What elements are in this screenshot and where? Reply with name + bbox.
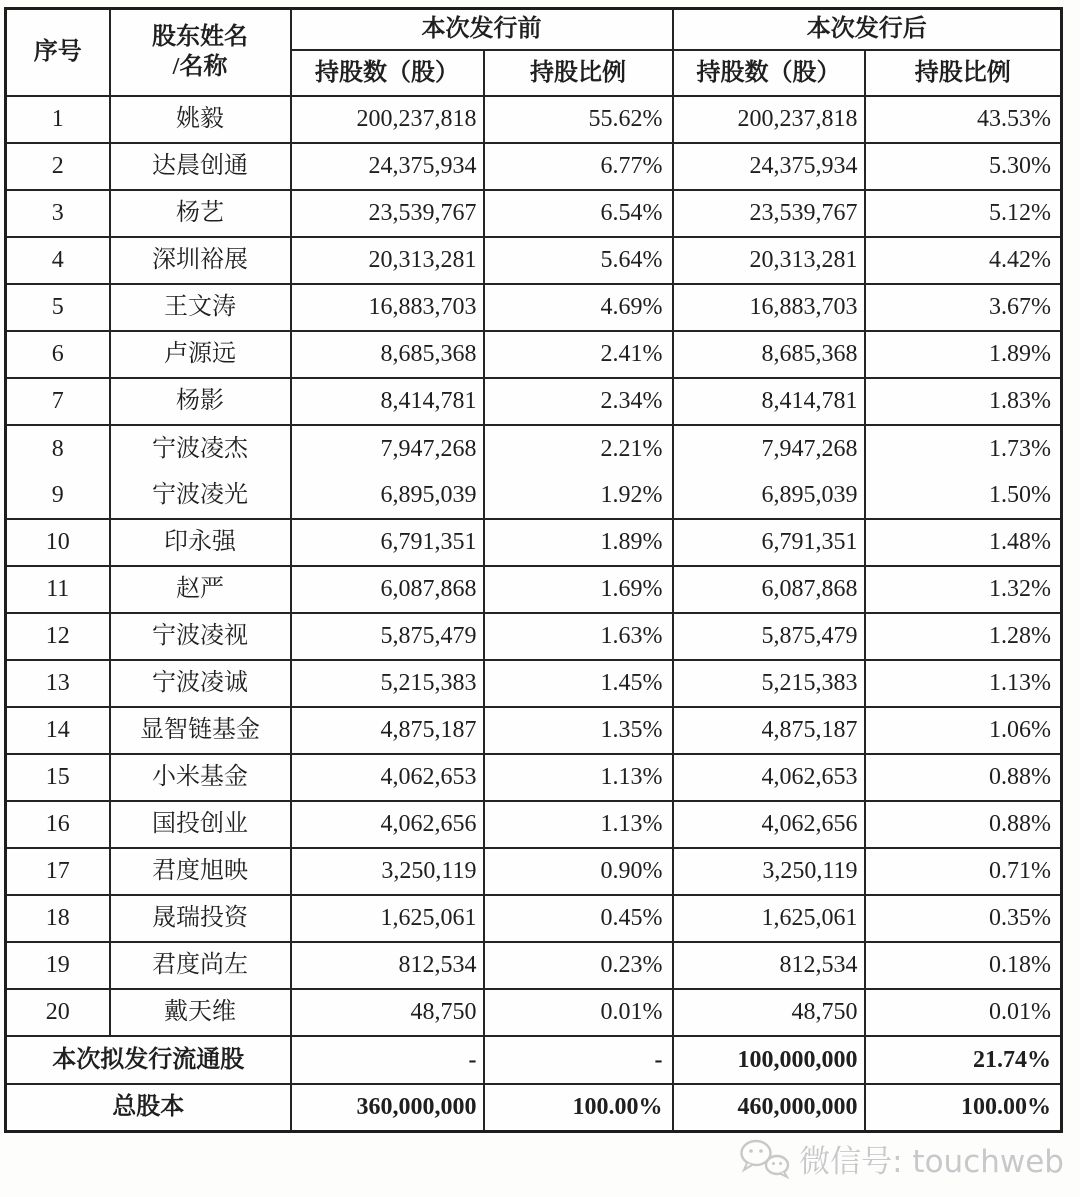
summary-row (6, 1036, 1062, 1084)
cell-serial: 11 (6, 566, 110, 613)
header-group-after-offering: 本次发行后 (673, 9, 1062, 50)
cell-shares-after: 20,313,281 (673, 237, 865, 284)
cell-shares-after: 6,895,039 (673, 472, 865, 519)
cell-serial: 4 (6, 237, 110, 284)
header-ratio-before: 持股比例 (484, 50, 673, 96)
cell-ratio-after: 100.00% (865, 1084, 1062, 1132)
cell-shares-after: 5,215,383 (673, 660, 865, 707)
cell-serial: 17 (6, 848, 110, 895)
cell-shares-before: 8,414,781 (291, 378, 484, 425)
cell-shares-before: 8,685,368 (291, 331, 484, 378)
cell-serial: 5 (6, 284, 110, 331)
cell-ratio-before: 0.01% (484, 989, 673, 1036)
cell-serial: 19 (6, 942, 110, 989)
table-row (6, 331, 1062, 378)
cell-shares-before: 23,539,767 (291, 190, 484, 237)
cell-shareholder-name: 赵严 (110, 566, 291, 613)
cell-serial: 14 (6, 707, 110, 754)
cell-shares-before: 200,237,818 (291, 96, 484, 143)
header-group-before-offering: 本次发行前 (291, 9, 673, 50)
table-row (6, 96, 1062, 143)
cell-shares-after: 5,875,479 (673, 613, 865, 660)
cell-shares-before: 1,625,061 (291, 895, 484, 942)
cell-shares-after: 8,685,368 (673, 331, 865, 378)
summary-label: 本次拟发行流通股 (6, 1036, 291, 1084)
table-body (6, 96, 1062, 1036)
cell-ratio-before: 6.77% (484, 143, 673, 190)
cell-shares-before: 24,375,934 (291, 143, 484, 190)
cell-serial: 16 (6, 801, 110, 848)
cell-shares-before: 5,875,479 (291, 613, 484, 660)
shareholder-table (4, 7, 1063, 1133)
cell-serial: 20 (6, 989, 110, 1036)
cell-shares-before: 6,791,351 (291, 519, 484, 566)
cell-serial: 2 (6, 143, 110, 190)
header-shareholder-name-line1: 股东姓名 (152, 24, 248, 51)
table-row (6, 190, 1062, 237)
cell-ratio-after: 1.89% (865, 331, 1062, 378)
cell-ratio-after: 1.32% (865, 566, 1062, 613)
cell-shareholder-name: 杨影 (110, 378, 291, 425)
cell-ratio-after: 0.88% (865, 754, 1062, 801)
summary-row (6, 1084, 1062, 1132)
cell-shares-after: 24,375,934 (673, 143, 865, 190)
cell-serial: 7 (6, 378, 110, 425)
cell-ratio-before: 1.92% (484, 472, 673, 519)
table-row (6, 143, 1062, 190)
cell-shareholder-name: 王文涛 (110, 284, 291, 331)
table-row (6, 848, 1062, 895)
cell-shares-before: 4,062,653 (291, 754, 484, 801)
cell-shares-after: 16,883,703 (673, 284, 865, 331)
cell-shareholder-name: 宁波凌诚 (110, 660, 291, 707)
cell-ratio-after: 5.30% (865, 143, 1062, 190)
cell-ratio-before: 5.64% (484, 237, 673, 284)
cell-ratio-before: 2.21% (484, 425, 673, 472)
cell-shares-before: 4,062,656 (291, 801, 484, 848)
cell-ratio-after: 4.42% (865, 237, 1062, 284)
cell-serial: 6 (6, 331, 110, 378)
cell-shareholder-name: 君度旭映 (110, 848, 291, 895)
cell-shares-before: 48,750 (291, 989, 484, 1036)
summary-label: 总股本 (6, 1084, 291, 1132)
header-shares-after: 持股数（股） (673, 50, 865, 96)
cell-shares-after: 48,750 (673, 989, 865, 1036)
cell-ratio-before: 1.13% (484, 801, 673, 848)
cell-shareholder-name: 深圳裕展 (110, 237, 291, 284)
cell-ratio-after: 0.18% (865, 942, 1062, 989)
cell-shareholder-name: 宁波凌杰 (110, 425, 291, 472)
header-ratio-after: 持股比例 (865, 50, 1062, 96)
cell-ratio-before: 4.69% (484, 284, 673, 331)
cell-ratio-before: 0.23% (484, 942, 673, 989)
cell-shares-after: 23,539,767 (673, 190, 865, 237)
cell-shareholder-name: 达晨创通 (110, 143, 291, 190)
cell-ratio-after: 1.28% (865, 613, 1062, 660)
table-row (6, 613, 1062, 660)
cell-shares-before: 360,000,000 (291, 1084, 484, 1132)
table-row (6, 566, 1062, 613)
table-row (6, 284, 1062, 331)
cell-ratio-after: 43.53% (865, 96, 1062, 143)
cell-shareholder-name: 君度尚左 (110, 942, 291, 989)
cell-ratio-before: 6.54% (484, 190, 673, 237)
cell-shares-after: 460,000,000 (673, 1084, 865, 1132)
table-header (6, 9, 1062, 96)
cell-shareholder-name: 显智链基金 (110, 707, 291, 754)
cell-shares-before: 16,883,703 (291, 284, 484, 331)
cell-ratio-after: 21.74% (865, 1036, 1062, 1084)
cell-ratio-before: 1.63% (484, 613, 673, 660)
cell-ratio-before: 1.35% (484, 707, 673, 754)
cell-shares-after: 1,625,061 (673, 895, 865, 942)
cell-shares-before: 4,875,187 (291, 707, 484, 754)
cell-serial: 1 (6, 96, 110, 143)
table-row (6, 801, 1062, 848)
cell-shares-after: 3,250,119 (673, 848, 865, 895)
cell-shares-after: 6,087,868 (673, 566, 865, 613)
cell-shareholder-name: 小米基金 (110, 754, 291, 801)
cell-shareholder-name: 卢源远 (110, 331, 291, 378)
cell-shares-after: 8,414,781 (673, 378, 865, 425)
cell-ratio-before: 0.45% (484, 895, 673, 942)
cell-shares-after: 200,237,818 (673, 96, 865, 143)
cell-ratio-after: 0.35% (865, 895, 1062, 942)
cell-shares-after: 6,791,351 (673, 519, 865, 566)
cell-ratio-after: 1.48% (865, 519, 1062, 566)
cell-shares-before: 5,215,383 (291, 660, 484, 707)
cell-shareholder-name: 姚毅 (110, 96, 291, 143)
cell-ratio-before: 1.45% (484, 660, 673, 707)
cell-shareholder-name: 戴天维 (110, 989, 291, 1036)
cell-serial: 15 (6, 754, 110, 801)
cell-ratio-after: 1.50% (865, 472, 1062, 519)
header-shareholder-name-line2: /名称 (172, 54, 228, 81)
cell-shares-after: 100,000,000 (673, 1036, 865, 1084)
watermark (739, 1136, 1064, 1181)
cell-shares-after: 4,062,656 (673, 801, 865, 848)
cell-ratio-before: - (484, 1036, 673, 1084)
table-row (6, 707, 1062, 754)
cell-shareholder-name: 国投创业 (110, 801, 291, 848)
cell-serial: 3 (6, 190, 110, 237)
cell-shares-before: 20,313,281 (291, 237, 484, 284)
cell-shares-before: - (291, 1036, 484, 1084)
cell-shareholder-name: 杨艺 (110, 190, 291, 237)
cell-shares-after: 4,875,187 (673, 707, 865, 754)
cell-ratio-after: 0.88% (865, 801, 1062, 848)
cell-serial: 13 (6, 660, 110, 707)
table-row (6, 519, 1062, 566)
table-row (6, 237, 1062, 284)
table-summary (6, 1036, 1062, 1132)
cell-ratio-before: 0.90% (484, 848, 673, 895)
cell-shares-before: 6,087,868 (291, 566, 484, 613)
cell-serial: 10 (6, 519, 110, 566)
cell-serial: 8 (6, 425, 110, 472)
cell-shares-after: 4,062,653 (673, 754, 865, 801)
cell-shareholder-name: 宁波凌视 (110, 613, 291, 660)
table-row (6, 942, 1062, 989)
cell-ratio-after: 0.01% (865, 989, 1062, 1036)
wechat-icon (739, 1138, 791, 1180)
cell-shareholder-name: 晟瑞投资 (110, 895, 291, 942)
cell-ratio-after: 5.12% (865, 190, 1062, 237)
cell-ratio-before: 1.89% (484, 519, 673, 566)
table-row (6, 754, 1062, 801)
table-row (6, 472, 1062, 519)
cell-ratio-before: 2.34% (484, 378, 673, 425)
cell-ratio-after: 1.83% (865, 378, 1062, 425)
cell-ratio-before: 55.62% (484, 96, 673, 143)
cell-serial: 12 (6, 613, 110, 660)
header-shares-before: 持股数（股） (291, 50, 484, 96)
cell-shareholder-name: 宁波凌光 (110, 472, 291, 519)
cell-shares-before: 7,947,268 (291, 425, 484, 472)
cell-ratio-after: 1.06% (865, 707, 1062, 754)
cell-ratio-before: 2.41% (484, 331, 673, 378)
table-row (6, 425, 1062, 472)
cell-ratio-before: 100.00% (484, 1084, 673, 1132)
cell-ratio-after: 1.73% (865, 425, 1062, 472)
cell-shares-before: 812,534 (291, 942, 484, 989)
table-row (6, 660, 1062, 707)
cell-ratio-before: 1.69% (484, 566, 673, 613)
cell-shares-after: 812,534 (673, 942, 865, 989)
cell-ratio-after: 0.71% (865, 848, 1062, 895)
cell-shares-before: 6,895,039 (291, 472, 484, 519)
cell-shares-after: 7,947,268 (673, 425, 865, 472)
cell-ratio-after: 3.67% (865, 284, 1062, 331)
table-row (6, 989, 1062, 1036)
cell-shares-before: 3,250,119 (291, 848, 484, 895)
cell-serial: 18 (6, 895, 110, 942)
header-serial: 序号 (6, 9, 110, 96)
cell-shareholder-name: 印永强 (110, 519, 291, 566)
cell-ratio-before: 1.13% (484, 754, 673, 801)
cell-serial: 9 (6, 472, 110, 519)
watermark-text: 微信号: touchweb (799, 1144, 1064, 1180)
cell-ratio-after: 1.13% (865, 660, 1062, 707)
table-row (6, 895, 1062, 942)
header-shareholder-name (110, 9, 291, 96)
table-row (6, 378, 1062, 425)
